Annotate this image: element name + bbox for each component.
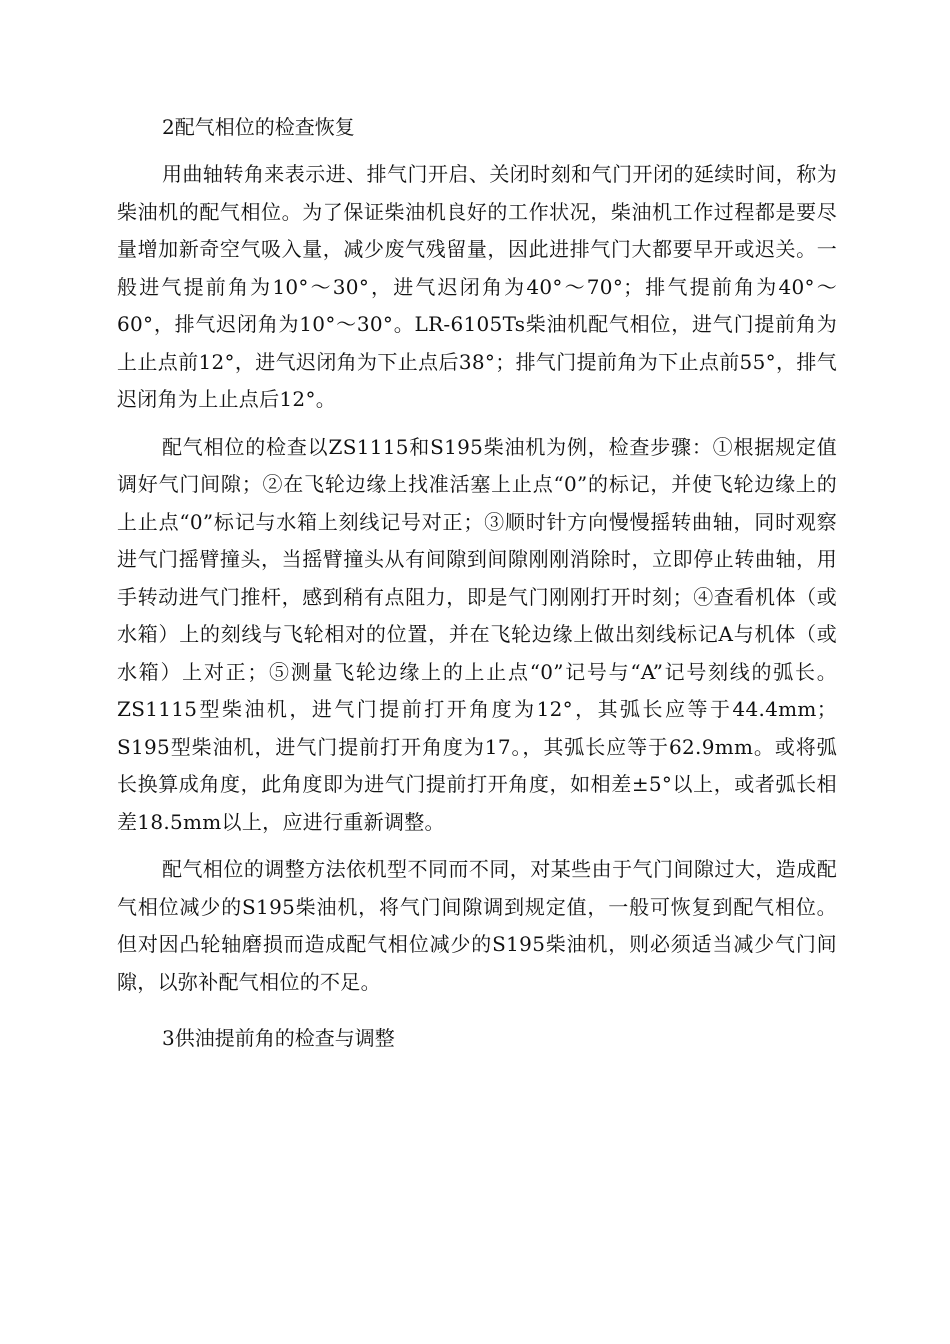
paragraph-valve-timing-adjustment: 配气相位的调整方法依机型不同而不同，对某些由于气门间隙过大，造成配气相位减少的S195柴油机，将气门间隙调到规定值，一般可恢复到配气相位。但对因凸轮轴磨损而造成配气相位减少的S195柴油机，则必须适当减少气门间隙，以弥补配气相位的不足。 <box>117 857 837 994</box>
section-heading-3: 3供油提前角的检查与调整 <box>162 1026 395 1050</box>
document-page <box>117 108 837 1067</box>
section-heading-2: 2配气相位的检查恢复 <box>162 115 355 139</box>
paragraph-valve-timing-definition: 用曲轴转角来表示进、排气门开启、关闭时刻和气门开闭的延续时间，称为柴油机的配气相位。为了保证柴油机良好的工作状况，柴油机工作过程都是要尽量增加新奇空气吸入量，减少废气残留量，因此进排气门大都要早开或迟关。一般进气提前角为10°～30°，进气迟闭角为40°～70°；排气提前角为40°～60°，排气迟闭角为10°～30°。LR-6105Ts柴油机配气相位，进气门提前角为上止点前12°，进气迟闭角为下止点后38°；排气门提前角为下止点前55°，排气迟闭角为上止点后12°。 <box>117 162 837 411</box>
paragraph-valve-timing-inspection: 配气相位的检查以ZS1115和S195柴油机为例，检查步骤：①根据规定值调好气门间隙；②在飞轮边缘上找准活塞上止点“0”的标记，并使飞轮边缘上的上止点“0”标记与水箱上刻线记号对正；③顺时针方向慢慢摇转曲轴，同时观察进气门摇臂撞头，当摇臂撞头从有间隙到间隙刚刚消除时，立即停止转曲轴，用手转动进气门推杆，感到稍有点阻力，即是气门刚刚打开时刻；④查看机体（或水箱）上的刻线与飞轮相对的位置，并在飞轮边缘上做出刻线标记A与机体（或水箱）上对正；⑤测量飞轮边缘上的上止点“0”记号与“A”记号刻线的弧长。ZS1115型柴油机，进气门提前打开角度为12°，其弧长应等于44.4mm；S195型柴油机，进气门提前打开角度为17。，其弧长应等于62.9mm。或将弧长换算成角度，此角度即为进气门提前打开角度，如相差±5°以上，或者弧长相差18.5mm以上，应进行重新调整。 <box>117 434 837 834</box>
